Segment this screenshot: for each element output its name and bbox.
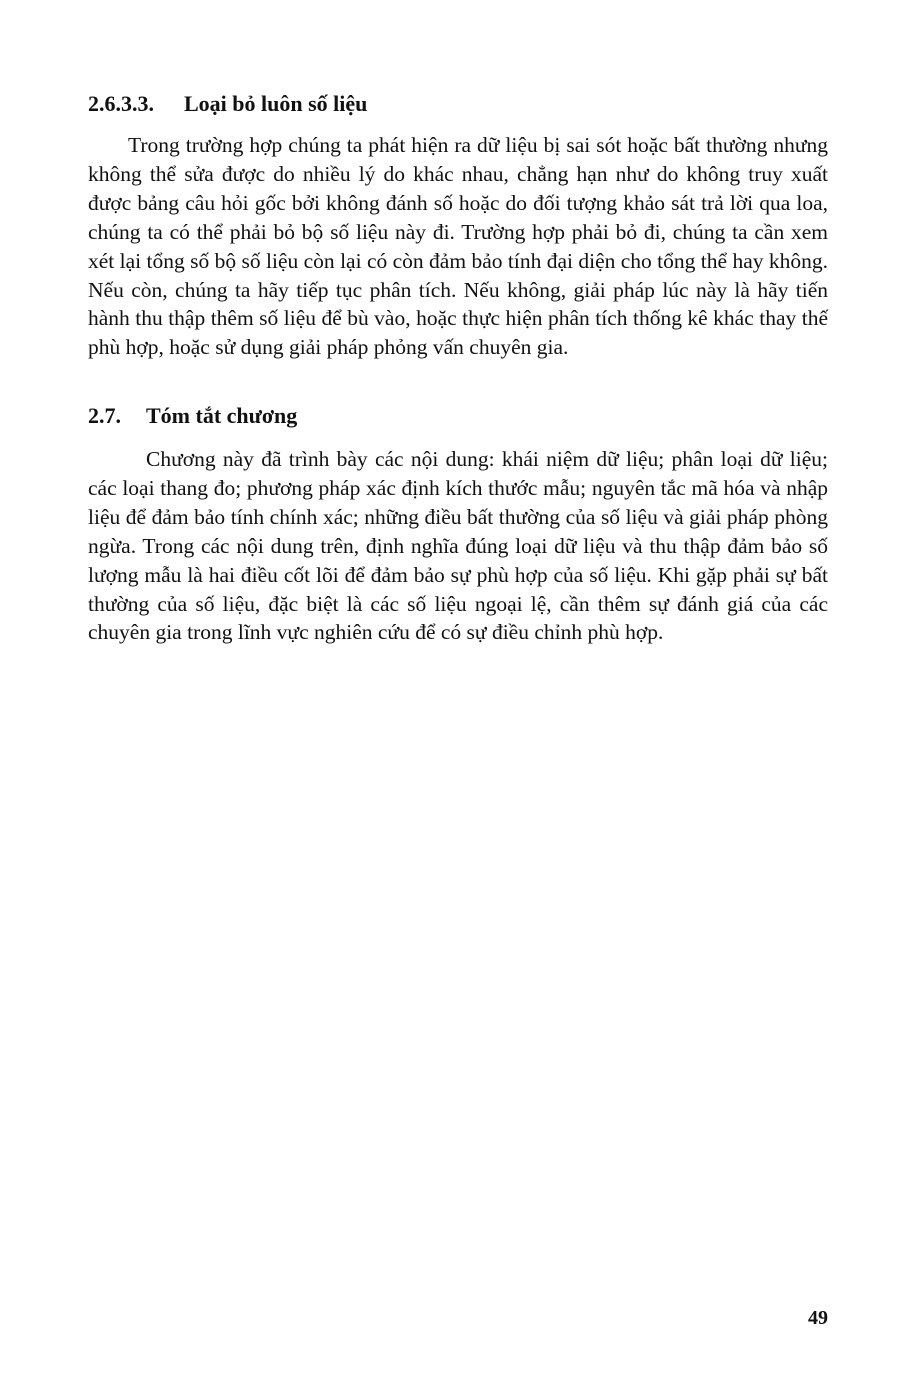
page-number: 49 xyxy=(808,1307,828,1329)
section-title: Loại bỏ luôn số liệu xyxy=(184,91,368,116)
section-title: Tóm tắt chương xyxy=(146,403,298,428)
section-heading-2-7 xyxy=(88,402,297,430)
section-heading-2-6-3-3 xyxy=(88,90,367,118)
section-number: 2.6.3.3. xyxy=(88,91,154,116)
section-paragraph: Trong trường hợp chúng ta phát hiện ra dữ liệu bị sai sót hoặc bất thường nhưng không thể sửa được do nhiều lý do khác nhau, chẳng hạn như do không truy xuất được bảng câu hỏi gốc bởi không đánh số hoặc do đối tượng khảo sát trả lời qua loa, chúng ta có thể phải bỏ bộ số liệu này đi. Trường hợp phải bỏ đi, chúng ta cần xem xét lại tổng số bộ số liệu còn lại có còn đảm bảo tính đại diện cho tổng thể hay không. Nếu còn, chúng ta hãy tiếp tục phân tích. Nếu không, giải pháp lúc này là hãy tiến hành thu thập thêm số liệu để bù vào, hoặc thực hiện phân tích thống kê khác thay thế phù hợp, hoặc sử dụng giải pháp phỏng vấn chuyên gia. xyxy=(88,133,828,360)
chapter-summary-paragraph: Chương này đã trình bày các nội dung: khái niệm dữ liệu; phân loại dữ liệu; các loại thang đo; phương pháp xác định kích thước mẫu; nguyên tắc mã hóa và nhập liệu để đảm bảo tính chính xác; những điều bất thường của số liệu và giải pháp phòng ngừa. Trong các nội dung trên, định nghĩa đúng loại dữ liệu và thu thập đảm bảo số lượng mẫu là hai điều cốt lõi để đảm bảo sự phù hợp của số liệu. Khi gặp phải sự bất thường của số liệu, đặc biệt là các số liệu ngoại lệ, cần thêm sự đánh giá của các chuyên gia trong lĩnh vực nghiên cứu để có sự điều chỉnh phù hợp. xyxy=(88,447,828,645)
section-number: 2.7. xyxy=(88,403,121,428)
